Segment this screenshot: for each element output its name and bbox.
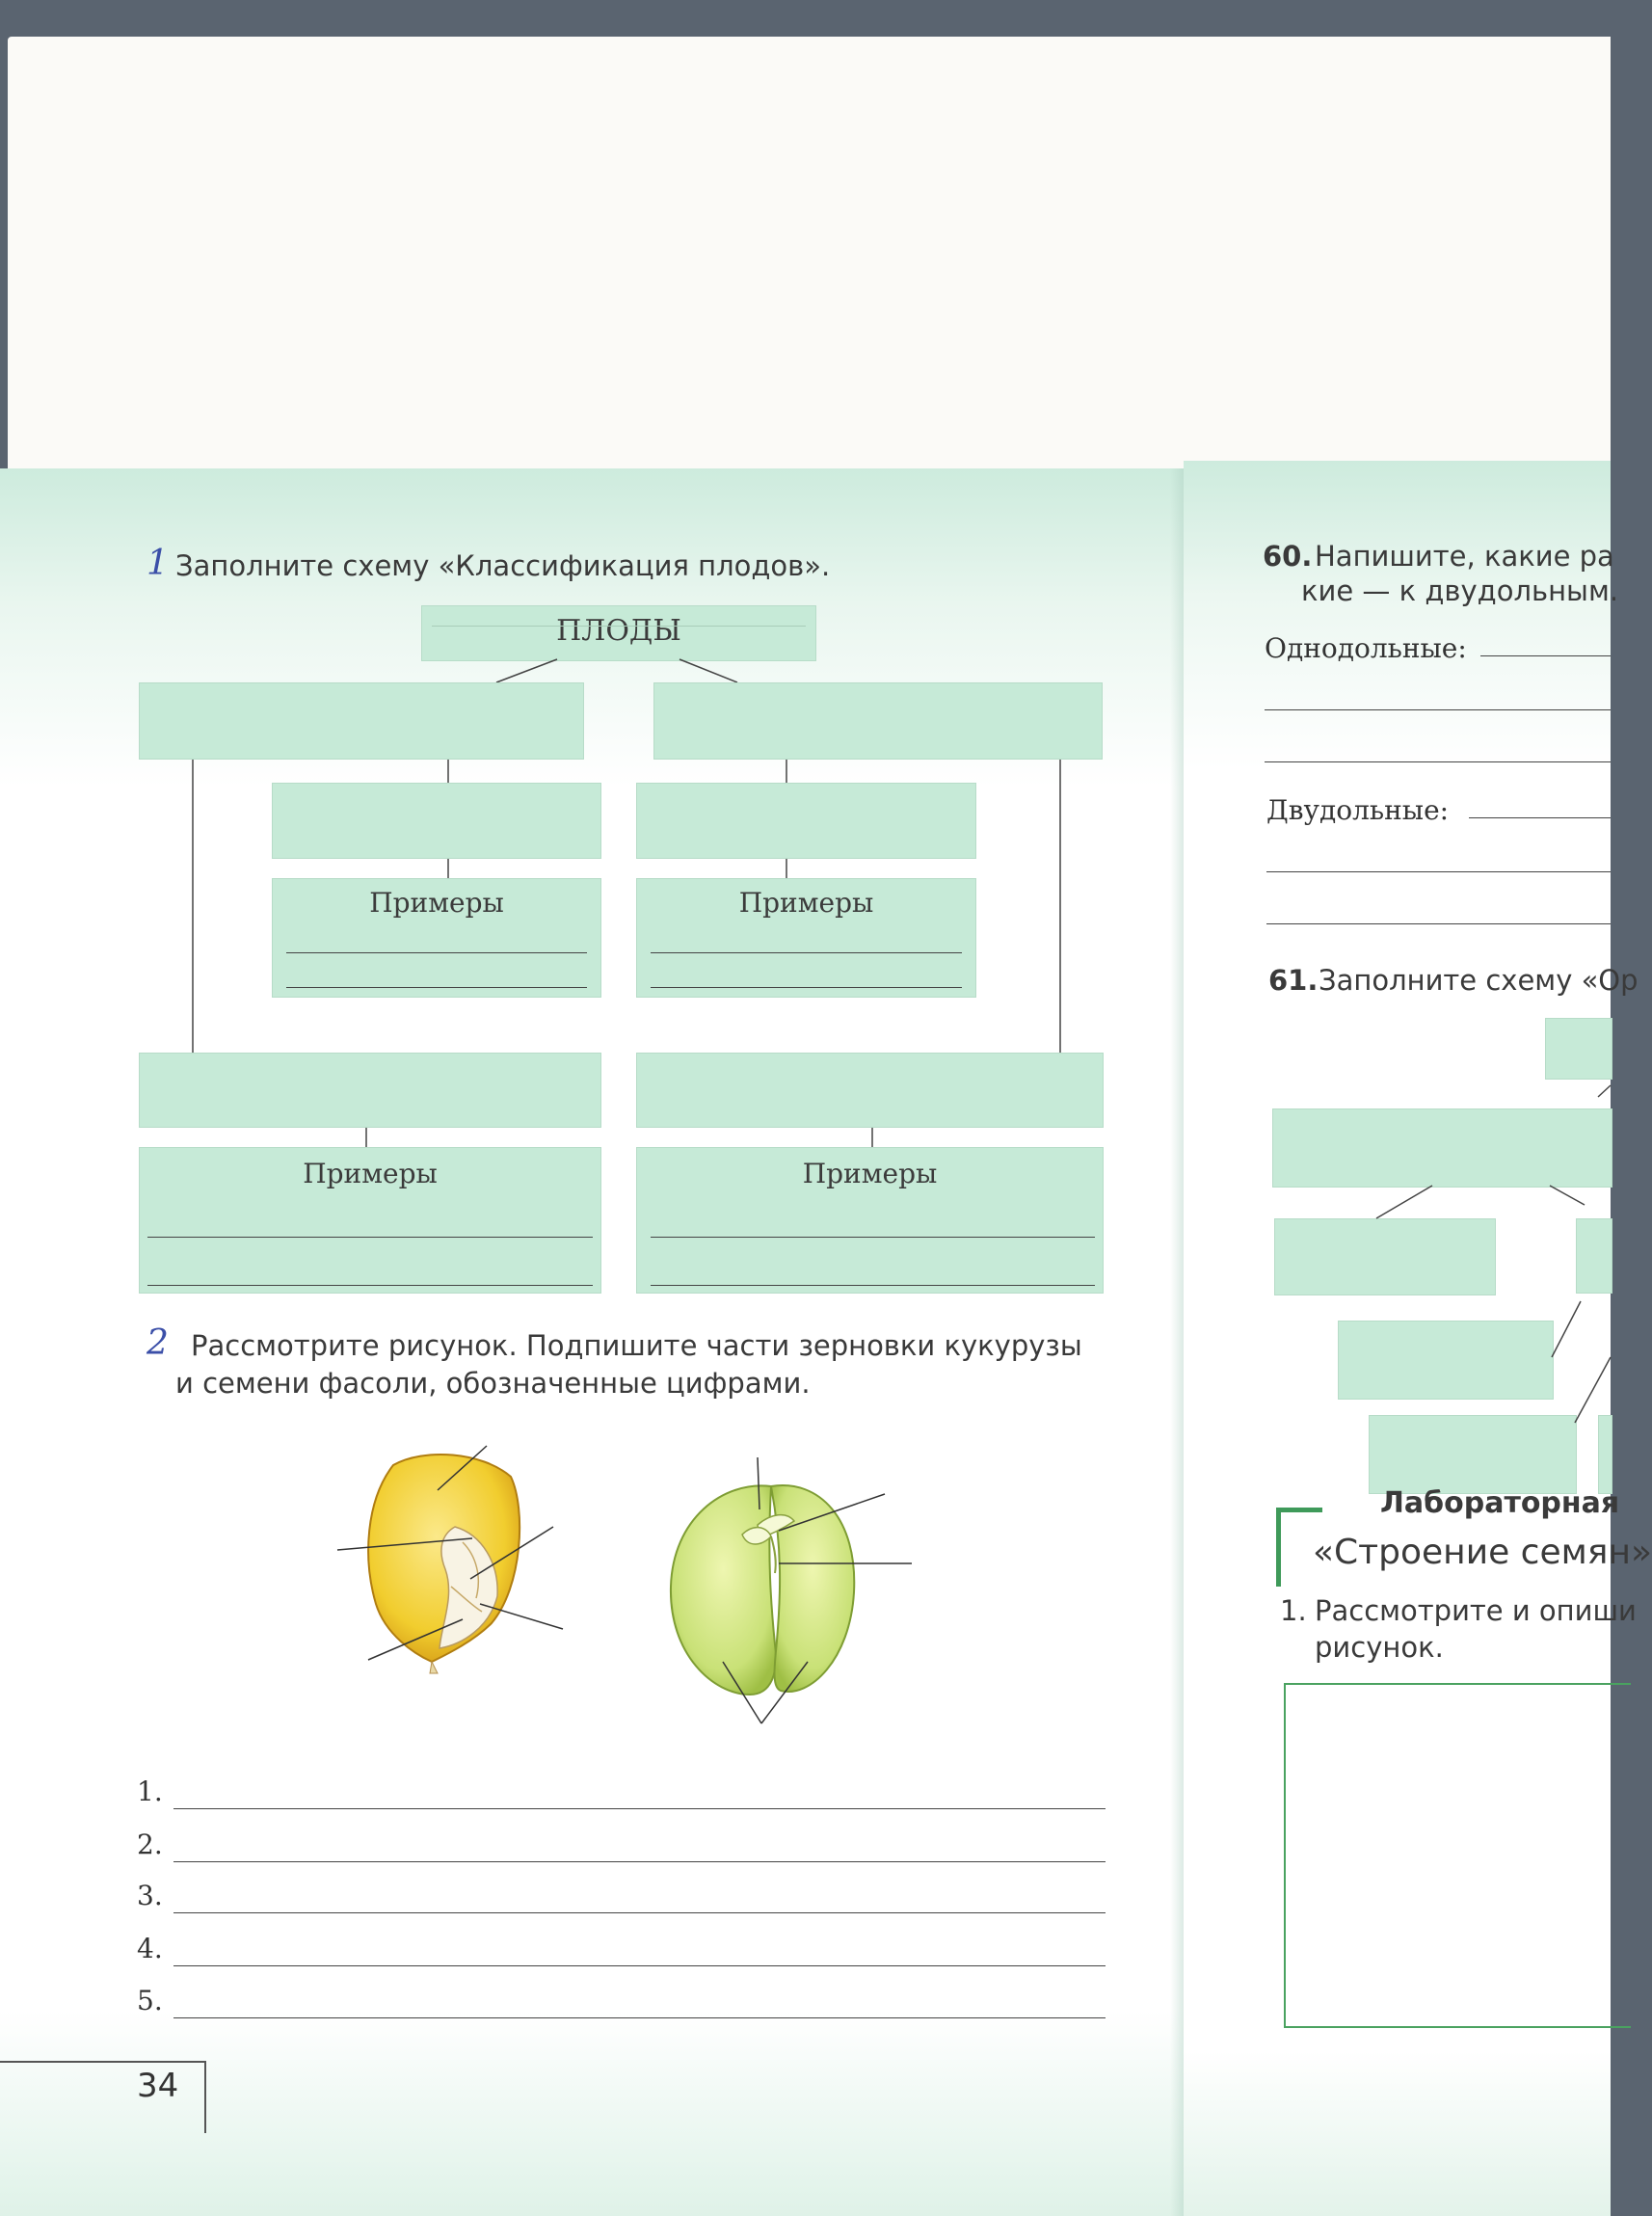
answer-line[interactable] [286, 987, 587, 988]
scheme-level1-left-box[interactable] [139, 682, 584, 760]
corn-kernel-drawing [368, 1455, 520, 1673]
monocots-label: Однодольные: [1265, 632, 1467, 664]
lab-item-number: 1. [1280, 1594, 1307, 1627]
scheme61-connectors [1184, 461, 1611, 1521]
answer-number: 1. [137, 1775, 163, 1807]
answer-line[interactable] [651, 1285, 1095, 1286]
answer-line-3[interactable] [173, 1912, 1106, 1913]
scheme-examples-box-2 [636, 878, 976, 998]
lab-item-line1: Рассмотрите и опиши [1315, 1594, 1637, 1627]
task2-instruction-line1: Рассмотрите рисунок. Подпишите части зерновки кукурузы [191, 1329, 1082, 1362]
answer-line-2[interactable] [173, 1861, 1106, 1862]
answer-number: 3. [137, 1880, 163, 1911]
left-page [0, 468, 1184, 2216]
answer-number: 2. [137, 1829, 163, 1860]
top-sheet [8, 37, 1611, 490]
answer-number: 4. [137, 1933, 163, 1964]
right-page [1184, 461, 1652, 2216]
footer-rule-vertical [204, 2061, 206, 2133]
answer-line[interactable] [147, 1237, 593, 1238]
answer-line[interactable] [651, 952, 962, 953]
scheme-level2-left-box[interactable] [272, 783, 601, 859]
scheme-level2-right-box[interactable] [636, 783, 976, 859]
scheme-examples-box-3 [139, 1147, 601, 1294]
scheme-root-label: ПЛОДЫ [556, 614, 681, 648]
answer-line[interactable] [147, 1285, 593, 1286]
answer-line-1[interactable] [173, 1808, 1106, 1809]
task60-line2: кие — к двудольным. [1301, 574, 1619, 607]
seed-illustration [318, 1442, 935, 1731]
scheme-level3-left-box[interactable] [139, 1053, 601, 1128]
examples-label: Примеры [369, 887, 504, 919]
task61-instruction: Заполните схему «Ор [1319, 964, 1639, 997]
task2-number: 2 [147, 1323, 169, 1363]
examples-label: Примеры [303, 1158, 438, 1189]
bean-seed-drawing [671, 1485, 854, 1695]
footer-rule [0, 2061, 206, 2063]
lab-title: Лабораторная [1380, 1486, 1620, 1520]
examples-label: Примеры [738, 887, 874, 919]
lab-bracket-horizontal [1276, 1508, 1322, 1512]
dicots-label: Двудольные: [1266, 794, 1450, 826]
answer-line-4[interactable] [173, 1965, 1106, 1966]
lab-item-line2: рисунок. [1315, 1631, 1444, 1664]
task61-number: 61. [1268, 964, 1319, 997]
task1-instruction: Заполните схему «Классификация плодов». [175, 549, 831, 582]
lab-drawing-frame[interactable] [1284, 1683, 1631, 2028]
page-number: 34 [137, 2067, 179, 2105]
lab-bracket-vertical [1276, 1508, 1281, 1587]
task60-number: 60. [1263, 540, 1313, 573]
answer-line[interactable] [651, 1237, 1095, 1238]
answer-line[interactable] [651, 987, 962, 988]
task1-number: 1 [147, 544, 169, 583]
scheme-examples-box-1 [272, 878, 601, 998]
task60-line1: Напишите, какие ра [1315, 540, 1614, 573]
answer-line-5[interactable] [173, 2017, 1106, 2018]
scheme-examples-box-4 [636, 1147, 1104, 1294]
examples-label: Примеры [802, 1158, 938, 1189]
answer-line[interactable] [286, 952, 587, 953]
scheme-level3-right-box[interactable] [636, 1053, 1104, 1128]
task2-instruction-line2: и семени фасоли, обозначенные цифрами. [175, 1367, 811, 1400]
answer-number: 5. [137, 1985, 163, 2016]
scheme-level1-right-box[interactable] [653, 682, 1103, 760]
lab-subtitle: «Строение семян» [1313, 1533, 1652, 1572]
